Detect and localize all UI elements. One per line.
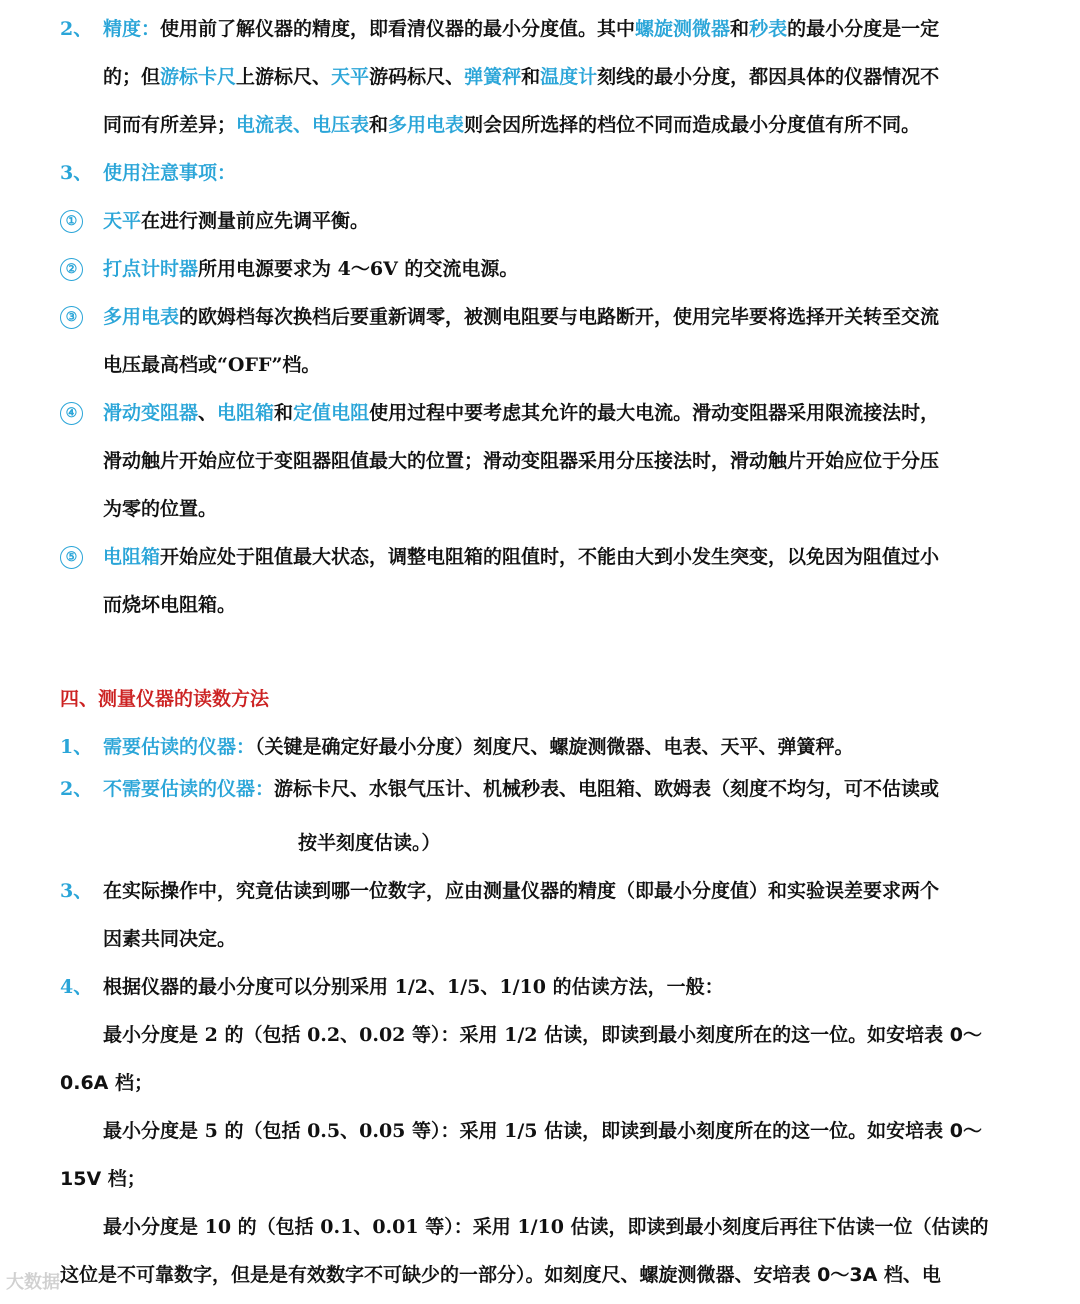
precision-line-3: 同而有所差异；电流表、电压表和多用电表则会因所选择的档位不同而造成最小分度值有所不同。 xyxy=(103,114,921,136)
term-ammeter-voltmeter: 电流表、电压表 xyxy=(236,114,370,136)
reading-item-1: 1、 需要估读的仪器：（关键是确定好最小分度）刻度尺、螺旋测微器、电表、天平、弹簧秤。 xyxy=(60,736,854,758)
min-division-10-cont: 这位是不可靠数字，但是是有效数字不可缺少的一部分）。如刻度尺、螺旋测微器、安培表 0～3A 档、电 xyxy=(60,1264,941,1286)
precaution-item-4-cont-2: 为零的位置。 xyxy=(103,498,218,520)
precision-heading: 精度： xyxy=(103,18,161,40)
precaution-item-5-cont: 而烧坏电阻箱。 xyxy=(103,594,237,616)
term-spring-scale: 弹簧秤 xyxy=(464,66,522,88)
term-thermometer: 温度计 xyxy=(540,66,598,88)
precaution-item-1: ① 天平在进行测量前应先调平衡。 xyxy=(60,208,1046,234)
watermark: 大数据 xyxy=(6,1272,60,1293)
min-division-5-line: 最小分度是 5 的（包括 0.5、0.05 等）：采用 1/5 估读，即读到最小刻度所在的这一位。如安培表 0～ xyxy=(103,1120,982,1142)
min-division-5-cont: 15V 档； xyxy=(60,1168,146,1190)
circled-number: ③ xyxy=(60,306,83,329)
circled-number: ② xyxy=(60,258,83,281)
term-stopwatch: 秒表 xyxy=(749,18,788,40)
precaution-item-3: ③ 多用电表的欧姆档每次换档后要重新调零，被测电阻要与电路断开，使用完毕要将选择开关转至交流 xyxy=(60,304,1046,330)
term-balance: 天平 xyxy=(331,66,370,88)
precaution-item-4-cont-1: 滑动触片开始应位于变阻器阻值最大的位置；滑动变阻器采用分压接法时，滑动触片开始应位于分压 xyxy=(103,450,940,472)
circled-number: ④ xyxy=(60,402,83,425)
circled-number: ⑤ xyxy=(60,546,83,569)
reading-item-4: 4、 根据仪器的最小分度可以分别采用 1/2、1/5、1/10 的估读方法，一般： xyxy=(60,976,724,998)
precaution-item-4: ④ 滑动变阻器、电阻箱和定值电阻使用过程中要考虑其允许的最大电流。滑动变阻器采用限流接法时， xyxy=(60,400,1046,426)
reading-item-3-cont: 因素共同决定。 xyxy=(103,928,237,950)
circled-number: ① xyxy=(60,210,83,233)
term-multimeter: 多用电表 xyxy=(388,114,465,136)
item-number: 2、 xyxy=(60,18,93,40)
reading-item-3: 3、 在实际操作中，究竟估读到哪一位数字，应由测量仪器的精度（即最小分度值）和实验误差要求两个 xyxy=(60,880,940,902)
min-division-2-cont: 0.6A 档； xyxy=(60,1072,153,1094)
precaution-item-3-cont: 电压最高档或“OFF”档。 xyxy=(103,354,321,376)
precision-line-1: 2、 精度：使用前了解仪器的精度，即看清仪器的最小分度值。其中螺旋测微器和秒表的最小分度是一定 xyxy=(60,18,940,40)
term-micrometer: 螺旋测微器 xyxy=(635,18,731,40)
precaution-item-5: ⑤ 电阻箱开始应处于阻值最大状态，调整电阻箱的阻值时，不能由大到小发生突变，以免因为阻值过小 xyxy=(60,544,1046,570)
term-vernier-caliper: 游标卡尺 xyxy=(160,66,237,88)
precision-line-2: 的；但游标卡尺上游标尺、天平游码标尺、弹簧秤和温度计刻线的最小分度，都因具体的仪器情况不 xyxy=(103,66,940,88)
min-division-10-line: 最小分度是 10 的（包括 0.1、0.01 等）：采用 1/10 估读，即读到最小刻度后再往下估读一位（估读的 xyxy=(103,1216,989,1238)
reading-item-2: 2、 不需要估读的仪器：游标卡尺、水银气压计、机械秒表、电阻箱、欧姆表（刻度不均匀，可不估读或 xyxy=(60,778,940,800)
min-division-2-line: 最小分度是 2 的（包括 0.2、0.02 等）：采用 1/2 估读，即读到最小刻度所在的这一位。如安培表 0～ xyxy=(103,1024,982,1046)
precautions-heading: 3、 使用注意事项： xyxy=(60,162,237,184)
reading-item-2-cont: 按半刻度估读。） xyxy=(298,832,441,854)
precaution-item-2: ② 打点计时器所用电源要求为 4～6V 的交流电源。 xyxy=(60,256,1046,282)
section-4-title: 四、测量仪器的读数方法 xyxy=(60,688,270,710)
